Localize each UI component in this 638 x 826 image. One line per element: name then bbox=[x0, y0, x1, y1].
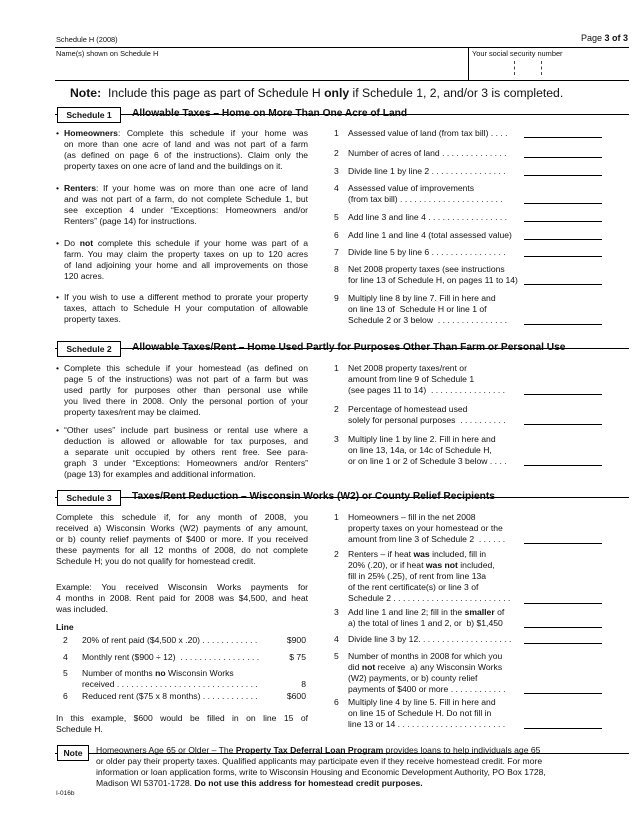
header-rule bbox=[55, 80, 629, 81]
line-text: Divide line 3 by 12. . . . . . . . . . . . . . . . . . . . bbox=[348, 634, 512, 644]
example-line-heading: Line bbox=[56, 622, 74, 632]
note-prefix: Note: bbox=[70, 86, 102, 100]
bullet-line: used partly for purposes other than personal use while bbox=[64, 385, 308, 396]
note-line: Madison WI 53701-1728. bbox=[96, 778, 195, 789]
page-number: 3 of 3 bbox=[604, 33, 628, 43]
bullet-dot: • bbox=[56, 183, 60, 193]
text-fragment: Renters – if heat bbox=[348, 549, 414, 559]
line-number: 3 bbox=[334, 166, 339, 176]
bullet-line: on more than one acre of land and was not part of a farm bbox=[64, 139, 308, 150]
bullet-line: property taxes on one acre of land and the buildings on it. bbox=[64, 161, 283, 172]
bullet-line: a separate unit occupied by others rent free. See para- bbox=[64, 447, 308, 458]
line-number: 6 bbox=[334, 230, 339, 240]
line-text bbox=[348, 607, 504, 618]
line-text: Net 2008 property taxes (see instructions bbox=[348, 264, 505, 274]
line-text: Number of months in 2008 for which you bbox=[348, 651, 503, 661]
line-text: of the rent certificate(s) or line 3 of bbox=[348, 582, 479, 593]
example-line-text: 20% of rent paid ($4,500 x .20) . . . . . . . . . . . . bbox=[82, 635, 258, 645]
text-fragment: : Complete this schedule if your home was bbox=[117, 128, 308, 138]
text-fragment: Renters bbox=[64, 183, 96, 193]
line-text: a) the total of lines 1 and 2, or b) $1,450 bbox=[348, 618, 503, 629]
line-number: 1 bbox=[334, 363, 339, 373]
line-text: (see pages 11 to 14) . . . . . . . . . . . . . . . . bbox=[348, 385, 505, 396]
line-number: 3 bbox=[334, 607, 339, 617]
note-text: Include this page as part of Schedule H bbox=[107, 86, 325, 100]
bullet-line bbox=[64, 183, 308, 194]
line-input[interactable] bbox=[524, 256, 602, 257]
example-line-number: 6 bbox=[63, 691, 68, 701]
line-number: 2 bbox=[334, 549, 339, 559]
line-input[interactable] bbox=[524, 643, 602, 644]
bullet-line: taxes, attach to Schedule H your computation of allowable bbox=[64, 303, 308, 314]
line-text: Assessed value of improvements bbox=[348, 183, 475, 193]
schedule1-title: Allowable Taxes – Home on More Than One Acre of Land bbox=[132, 108, 408, 119]
text-fragment: complete this schedule if your home was part of a bbox=[93, 238, 309, 248]
line-input[interactable] bbox=[524, 693, 602, 694]
text-fragment: : If your home was on more than one acre of land bbox=[96, 183, 308, 193]
text-fragment: Do bbox=[64, 238, 80, 248]
bullet-item bbox=[56, 128, 308, 172]
text-fragment: was bbox=[413, 549, 430, 559]
bullet-line: you lived there in 2008. Only the personal portion of your bbox=[64, 396, 308, 407]
bullet-line: If you wish to use a different method to prorate your property bbox=[64, 292, 308, 302]
schedule2-title: Allowable Taxes/Rent – Home Used Partly for Purposes Other Than Farm or Personal Use bbox=[132, 342, 566, 353]
names-label: Name(s) shown on Schedule H bbox=[56, 49, 159, 58]
line-text: Schedule 2 . . . . . . . . . . . . . . . . . . . . . . . . . bbox=[348, 593, 511, 604]
line-text: property taxes on your homestead or the bbox=[348, 523, 503, 534]
text-fragment: 20% (.20), or if heat bbox=[348, 560, 426, 571]
bullet-item bbox=[56, 425, 308, 480]
form-line bbox=[334, 434, 524, 467]
form-line bbox=[334, 247, 524, 258]
form-line bbox=[334, 128, 524, 139]
bullet-line: farm. You may claim the property taxes on up to 120 acres bbox=[64, 249, 308, 260]
schedule3-title: Taxes/Rent Reduction – Wisconsin Works (W2) or County Relief Recipients bbox=[132, 491, 495, 502]
bullet-item bbox=[56, 183, 308, 227]
bullet-text bbox=[64, 238, 308, 282]
text-fragment: Add line 1 and line 2; fill in the bbox=[348, 607, 465, 617]
text-fragment: smaller bbox=[464, 607, 495, 617]
line-text: Number of acres of land . . . . . . . . . . . . . . bbox=[348, 148, 507, 158]
line-number: 9 bbox=[334, 293, 339, 303]
form-line bbox=[334, 183, 524, 205]
bullet-dot: • bbox=[56, 425, 60, 435]
line-number: 2 bbox=[334, 148, 339, 158]
bullet-line bbox=[64, 238, 308, 249]
bullet-line: (as defined on page 6 of the instructions). Claim only the bbox=[64, 150, 308, 161]
bullet-item bbox=[56, 363, 308, 418]
paragraph-line: or b) county relief payments of $400 or more. If you received bbox=[56, 534, 308, 545]
bullet-line: and was not part of a farm, do not complete Schedule 1, but bbox=[64, 194, 308, 205]
bullet-line: graph 3 under “Exceptions: Homeowners and/or Renters” bbox=[64, 458, 308, 469]
schedule3-intro bbox=[56, 512, 308, 567]
note-line: provides loans to help individuals age 65 bbox=[383, 745, 541, 755]
example-line-text: Monthly rent ($900 ÷ 12) . . . . . . . . . . . . . . . . . bbox=[82, 652, 260, 662]
example-amount: $600 bbox=[286, 691, 306, 701]
line-text: on line 15 of Schedule H. Do not fill in bbox=[348, 708, 492, 719]
line-text bbox=[348, 560, 495, 571]
example-line-fragment: no bbox=[155, 668, 166, 678]
note-only: only bbox=[324, 86, 350, 100]
note-warning: Do not use this address for homestead credit purposes. bbox=[194, 778, 423, 789]
line-input[interactable] bbox=[524, 137, 602, 138]
line-text: Divide line 1 by line 2 . . . . . . . . . . . . . . . . bbox=[348, 166, 506, 176]
bullet-text bbox=[64, 292, 308, 325]
example-line-fragment: Wisconsin Works bbox=[165, 668, 234, 678]
form-line bbox=[334, 697, 524, 730]
text-fragment: of bbox=[494, 607, 505, 617]
form-line bbox=[334, 166, 524, 177]
example-line-number: 4 bbox=[63, 652, 68, 662]
line-text: Homeowners – fill in the net 2008 bbox=[348, 512, 476, 522]
line-number: 5 bbox=[334, 651, 339, 661]
line-text bbox=[348, 662, 502, 673]
page-indicator bbox=[581, 33, 628, 43]
bullet-text bbox=[64, 363, 308, 418]
example-amount: 8 bbox=[301, 679, 306, 690]
bullet-line bbox=[64, 128, 308, 139]
ssn-label: Your social security number bbox=[472, 49, 563, 58]
bullet-line: page 5 of the instructions) was not part of a farm but was bbox=[64, 374, 308, 385]
line-text: Multiply line 8 by line 7. Fill in here and bbox=[348, 293, 496, 303]
note-line: Homeowners Age 65 or Older – The bbox=[96, 745, 236, 755]
form-line bbox=[334, 293, 524, 326]
form-line bbox=[334, 363, 524, 396]
paragraph-line: these payments for all 12 months of 2008, do not complete bbox=[56, 545, 308, 556]
paragraph-line: Schedule H; you do not qualify for homestead credit. bbox=[56, 556, 256, 567]
line-text bbox=[348, 549, 486, 560]
bullet-line: deduction is allowed or allowable for tax purposes, and bbox=[64, 436, 308, 447]
form-line bbox=[334, 651, 524, 695]
text-fragment: included, fill in bbox=[429, 549, 487, 559]
form-line bbox=[334, 148, 524, 159]
line-input[interactable] bbox=[524, 465, 602, 466]
line-text: (from tax bill) . . . . . . . . . . . . . . . . . . . . . . bbox=[348, 194, 503, 205]
ssn-separator bbox=[541, 61, 543, 75]
note-line: information or loan application forms, write to Wisconsin Housing and Economic Development Authority, PO Box 1728, bbox=[96, 767, 546, 778]
schedule1-label: Schedule 1 bbox=[57, 107, 121, 123]
line-text: solely for personal purposes . . . . . . . . . . bbox=[348, 415, 506, 426]
line-text: amount from line 9 of Schedule 1 bbox=[348, 374, 475, 385]
bullet-text bbox=[64, 425, 308, 480]
line-input[interactable] bbox=[524, 394, 602, 395]
bullet-line: Complete this schedule if your homestead (as defined on bbox=[64, 363, 308, 373]
example-line-fragment: Number of months bbox=[82, 668, 156, 678]
form-name: Schedule H (2008) bbox=[56, 35, 118, 44]
ssn-divider bbox=[468, 47, 469, 80]
note-banner bbox=[70, 86, 563, 100]
schedule3-label: Schedule 3 bbox=[57, 490, 121, 506]
text-fragment: receive a) any Wisconsin Works bbox=[375, 662, 503, 673]
paragraph-line: was included. bbox=[56, 604, 109, 615]
bullet-dot: • bbox=[56, 292, 60, 302]
line-input[interactable] bbox=[524, 324, 602, 325]
text-fragment: Homeowners bbox=[64, 128, 118, 138]
line-text: line 13 or 14 . . . . . . . . . . . . . . . . . . . . . . . bbox=[348, 719, 506, 730]
text-fragment: included, bbox=[457, 560, 495, 571]
example-amount: $900 bbox=[286, 635, 306, 645]
line-input[interactable] bbox=[524, 543, 602, 544]
note-line: or older pay their property taxes. Qualified applicants may participate even if they receive homestead credit. For more bbox=[96, 756, 543, 767]
bullet-line: 120 acres. bbox=[64, 271, 105, 282]
line-input[interactable] bbox=[524, 284, 602, 285]
line-text: (W2) payments, or b) county relief bbox=[348, 673, 478, 684]
line-text: on line 13 of Schedule H or line 1 of bbox=[348, 304, 487, 315]
paragraph-line: Example: You received Wisconsin Works payments for bbox=[56, 582, 308, 592]
line-number: 4 bbox=[334, 183, 339, 193]
ssn-separator bbox=[514, 61, 516, 75]
example-amount: $ 75 bbox=[289, 652, 306, 662]
line-number: 3 bbox=[334, 434, 339, 444]
bullet-line: of land adjoining your home and all improvements on those bbox=[64, 260, 308, 271]
line-input[interactable] bbox=[524, 175, 602, 176]
line-text: for line 13 of Schedule H, on pages 11 to 14) bbox=[348, 275, 518, 286]
text-fragment: not bbox=[79, 238, 94, 248]
bullet-line: “Other uses” include part business or rental use where a bbox=[64, 425, 308, 435]
paragraph-line: Schedule H. bbox=[56, 724, 103, 735]
line-input[interactable] bbox=[524, 239, 602, 240]
schedule2-label: Schedule 2 bbox=[57, 341, 121, 357]
line-number: 2 bbox=[334, 404, 339, 414]
form-code: I-016b bbox=[56, 790, 75, 797]
bottom-note bbox=[96, 745, 636, 789]
note-program-name: Property Tax Deferral Loan Program bbox=[235, 745, 384, 755]
example-line-text: Reduced rent ($75 x 8 months) . . . . . . . . . . . . bbox=[82, 691, 258, 701]
line-text: or on line 1 or 2 of Schedule 3 below . . . . bbox=[348, 456, 507, 467]
line-input[interactable] bbox=[524, 203, 602, 204]
line-number: 6 bbox=[334, 697, 339, 707]
bullet-line: Renters” (page 14) for instructions. bbox=[64, 216, 197, 227]
line-text: Percentage of homestead used bbox=[348, 404, 468, 414]
line-text: Multiply line 1 by line 2. Fill in here and bbox=[348, 434, 496, 444]
header-rule bbox=[55, 47, 629, 48]
line-input[interactable] bbox=[524, 627, 602, 628]
line-input[interactable] bbox=[524, 728, 602, 729]
text-fragment: did bbox=[348, 662, 362, 673]
text-fragment: was not bbox=[425, 560, 458, 571]
line-text: amount from line 3 of Schedule 2 . . . . . . bbox=[348, 534, 506, 545]
line-number: 4 bbox=[334, 634, 339, 644]
line-text: Add line 3 and line 4 . . . . . . . . . . . . . . . . . bbox=[348, 212, 508, 222]
paragraph-line: 4 months in 2008. Rent paid for 2008 was $4,500, and heat bbox=[56, 593, 308, 604]
line-text: Divide line 5 by line 6 . . . . . . . . . . . . . . . . bbox=[348, 247, 506, 257]
page-label: Page bbox=[580, 33, 605, 43]
bullet-item bbox=[56, 292, 308, 325]
bullet-line: property taxes. bbox=[64, 314, 121, 325]
line-text: Add line 1 and line 4 (total assessed value) bbox=[348, 230, 512, 240]
text-fragment: not bbox=[361, 662, 376, 673]
form-line bbox=[334, 404, 524, 426]
line-number: 8 bbox=[334, 264, 339, 274]
line-number: 7 bbox=[334, 247, 339, 257]
example-line-text bbox=[82, 668, 234, 679]
bottom-note-label: Note bbox=[57, 745, 89, 761]
bullet-line: see exception 4 under “Exceptions: Homeowners and/or bbox=[64, 205, 308, 216]
form-line bbox=[334, 549, 524, 605]
note-text: if Schedule 1, 2, and/or 3 is completed. bbox=[349, 86, 564, 100]
form-line bbox=[334, 230, 524, 241]
paragraph-line: In this example, $600 would be filled in on line 15 of bbox=[56, 713, 308, 723]
form-line bbox=[334, 512, 524, 545]
bullet-line: (page 13) for examples and additional information. bbox=[64, 469, 256, 480]
line-input[interactable] bbox=[524, 221, 602, 222]
form-line bbox=[334, 212, 524, 223]
example-line-number: 2 bbox=[63, 635, 68, 645]
line-text: Multiply line 4 by line 5. Fill in here and bbox=[348, 697, 496, 707]
line-input[interactable] bbox=[524, 603, 602, 604]
line-input[interactable] bbox=[524, 157, 602, 158]
line-text: Assessed value of land (from tax bill) . . . . bbox=[348, 128, 508, 138]
form-line bbox=[334, 607, 524, 629]
paragraph-line: Complete this schedule if, for any month of 2008, you bbox=[56, 512, 308, 522]
line-text: payments of $400 or more . . . . . . . . . . . . bbox=[348, 684, 506, 695]
schedule3-example bbox=[56, 582, 308, 615]
bullet-item bbox=[56, 238, 308, 282]
line-text: Net 2008 property taxes/rent or bbox=[348, 363, 467, 373]
form-line bbox=[334, 264, 524, 286]
line-input[interactable] bbox=[524, 424, 602, 425]
form-line bbox=[334, 634, 524, 645]
bullet-text bbox=[64, 183, 308, 227]
line-text: Schedule 2 or 3 below . . . . . . . . . . . . . . . bbox=[348, 315, 508, 326]
line-number: 1 bbox=[334, 128, 339, 138]
bullet-line: property taxes/rent may be claimed. bbox=[64, 407, 201, 418]
example-line-number: 5 bbox=[63, 668, 68, 678]
bullet-dot: • bbox=[56, 128, 60, 138]
line-text: fill in 25% (.25), of rent from line 13a bbox=[348, 571, 487, 582]
line-text: on line 13, 14a, or 14c of Schedule H, bbox=[348, 445, 492, 456]
line-number: 5 bbox=[334, 212, 339, 222]
bullet-dot: • bbox=[56, 238, 60, 248]
bullet-dot: • bbox=[56, 363, 60, 373]
bullet-text bbox=[64, 128, 308, 172]
paragraph-line: received a) Wisconsin Works (W2) payments of any amount, bbox=[56, 523, 308, 534]
line-number: 1 bbox=[334, 512, 339, 522]
example-line-text: received . . . . . . . . . . . . . . . . . . . . . . . . . . . . . . bbox=[82, 679, 258, 690]
schedule3-closing bbox=[56, 713, 308, 735]
